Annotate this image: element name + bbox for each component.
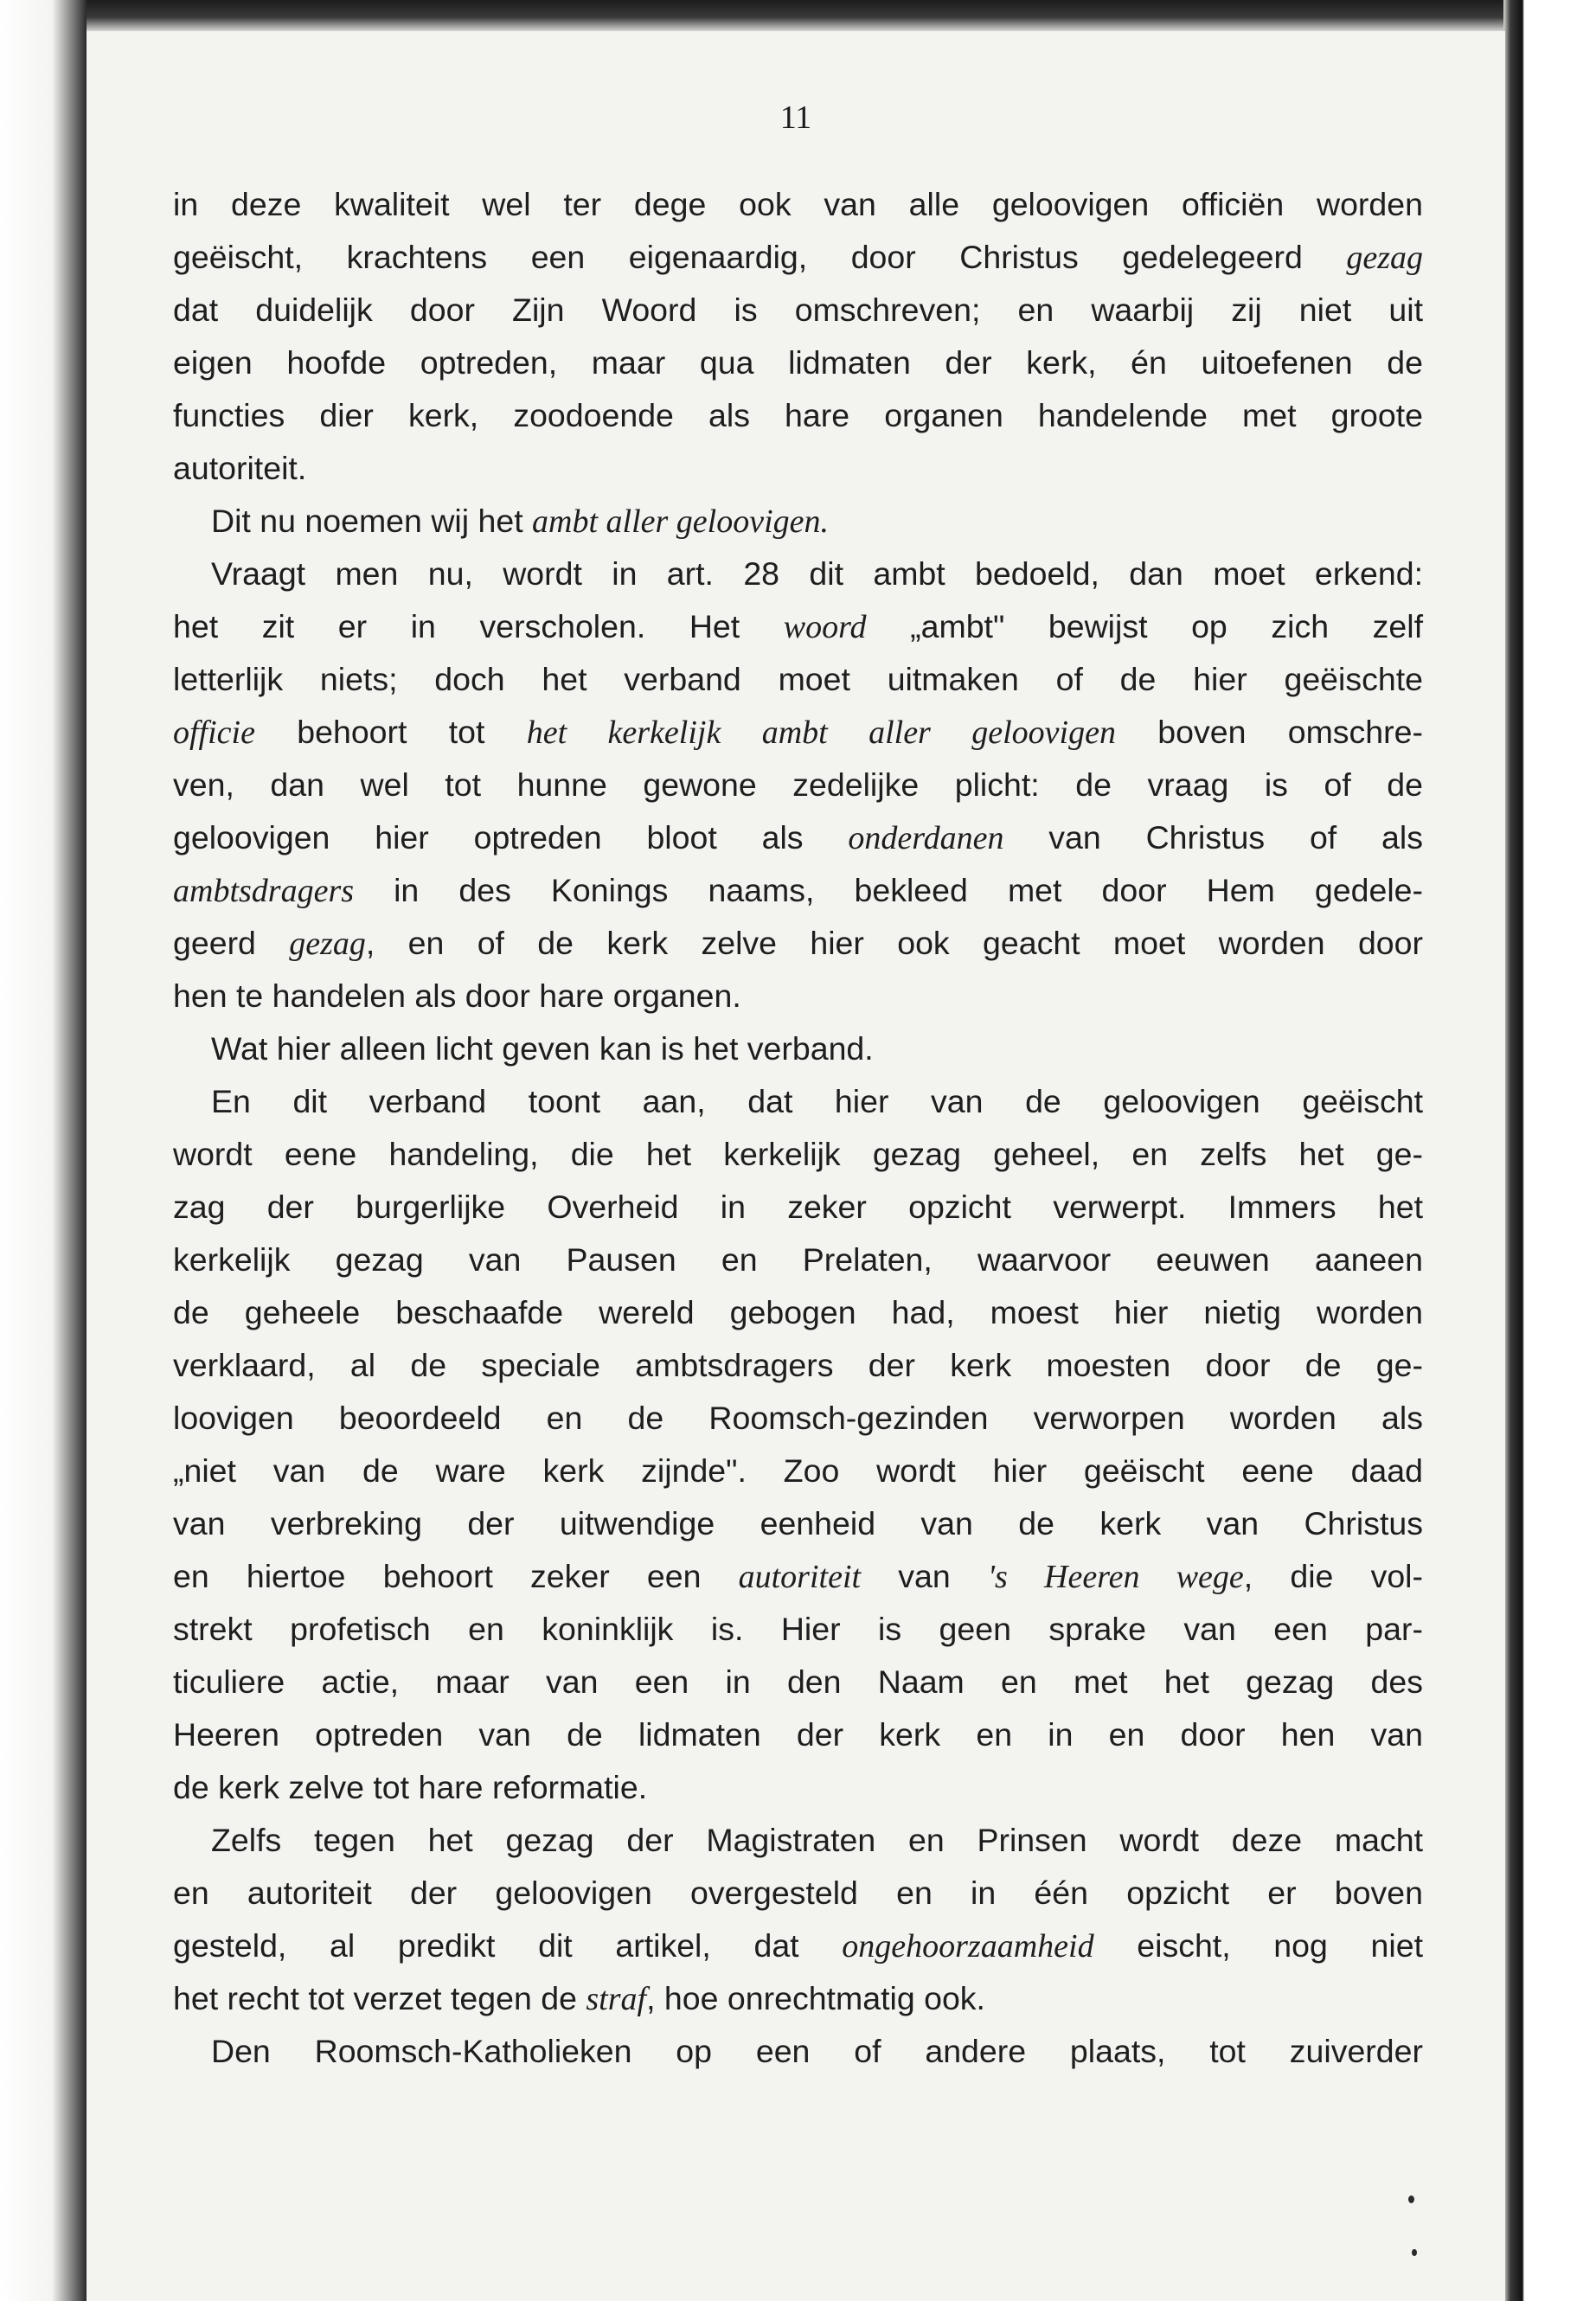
text-segment: het recht tot verzet tegen de — [173, 1980, 586, 2016]
italic-text: ambtsdragers — [173, 873, 355, 909]
text-line — [173, 1075, 1423, 1128]
page-number: 11 — [779, 99, 812, 136]
text-line — [173, 442, 1423, 495]
text-segment: Zelfs tegen het gezag der Magistraten en Prinsen wordt deze macht — [211, 1822, 1423, 1858]
italic-text: gezag — [1346, 240, 1423, 276]
scan-left-edge — [0, 0, 87, 2301]
text-segment: loovigen beoordeeld en de Roomsch-gezinden verworpen worden als — [173, 1400, 1423, 1436]
text-segment: hen te handelen als door hare organen. — [173, 977, 741, 1014]
text-line — [173, 389, 1423, 442]
text-segment: ticuliere actie, maar van een in den Naam en met het gezag des — [173, 1663, 1423, 1700]
text-line — [173, 1920, 1423, 1972]
text-segment: „ambt" bewijst op zich zelf — [866, 608, 1424, 644]
text-segment: , hoe onrechtmatig ook. — [646, 1980, 985, 2016]
scan-speck — [1412, 2249, 1417, 2256]
italic-text: ambt aller geloovigen. — [532, 503, 830, 540]
text-line — [173, 1972, 1423, 2025]
text-segment: en autoriteit der geloovigen overgesteld en in één opzicht er boven — [173, 1875, 1423, 1911]
scan-speck — [1408, 2195, 1414, 2203]
text-segment: zag der burgerlijke Overheid in zeker opzicht verwerpt. Immers het — [173, 1189, 1423, 1225]
text-segment: de geheele beschaafde wereld gebogen had, moest hier nietig worden — [173, 1294, 1423, 1330]
italic-text: gezag — [289, 926, 366, 962]
text-line — [173, 1234, 1423, 1286]
text-line — [173, 1497, 1423, 1550]
text-line — [173, 917, 1423, 970]
text-segment: Wat hier alleen licht geven kan is het verband. — [211, 1030, 874, 1067]
text-line — [173, 495, 1423, 548]
italic-text: autoriteit — [738, 1559, 862, 1595]
italic-text: woord — [783, 609, 867, 645]
text-segment: „niet van de ware kerk zijnde". Zoo wordt hier geëischt eene daad — [173, 1452, 1423, 1489]
text-line — [173, 1656, 1423, 1708]
text-line — [173, 1181, 1423, 1234]
text-segment: Heeren optreden van de lidmaten der kerk en in en door hen van — [173, 1716, 1423, 1753]
text-line — [173, 1445, 1423, 1497]
text-line — [173, 970, 1423, 1022]
text-segment: Den Roomsch-Katholieken op een of andere plaats, tot zuiverder — [211, 2033, 1423, 2069]
text-segment: En dit verband toont aan, dat hier van de geloovigen geëischt — [211, 1083, 1423, 1119]
text-line — [173, 864, 1423, 917]
italic-text: officie — [173, 715, 255, 751]
text-line — [173, 1867, 1423, 1920]
italic-text: straf — [586, 1981, 647, 2017]
text-line — [173, 706, 1423, 759]
text-line — [173, 1814, 1423, 1867]
text-line — [173, 178, 1423, 231]
text-line — [173, 1761, 1423, 1814]
text-segment: , en of de kerk zelve hier ook geacht moet worden door — [365, 925, 1423, 961]
text-segment: en hiertoe behoort zeker een — [173, 1558, 739, 1594]
text-segment: geëischt, krachtens een eigenaardig, door Christus gedelegeerd — [173, 239, 1347, 275]
text-line — [173, 284, 1423, 336]
scan-top-edge — [87, 0, 1505, 33]
text-line — [173, 1286, 1423, 1339]
text-segment: kerkelijk gezag van Pausen en Prelaten, waarvoor eeuwen aaneen — [173, 1241, 1423, 1278]
text-line — [173, 811, 1423, 864]
text-segment: functies dier kerk, zoodoende als hare organen handelende met groote — [173, 397, 1423, 433]
text-segment: in deze kwaliteit wel ter dege ook van alle geloovigen officiën worden — [173, 186, 1423, 222]
text-line — [173, 1339, 1423, 1392]
text-line — [173, 1022, 1423, 1075]
text-line — [173, 231, 1423, 284]
text-line — [173, 600, 1423, 653]
text-segment: van — [861, 1558, 988, 1594]
text-segment: boven omschre- — [1115, 714, 1423, 750]
text-line — [173, 1708, 1423, 1761]
text-segment: de kerk zelve tot hare reformatie. — [173, 1769, 648, 1805]
scan-right-edge — [1503, 0, 1596, 2301]
text-line — [173, 336, 1423, 389]
text-segment: wordt eene handeling, die het kerkelijk gezag geheel, en zelfs het ge- — [173, 1136, 1423, 1172]
text-segment: van verbreking der uitwendige eenheid van de kerk van Christus — [173, 1505, 1423, 1541]
text-segment: geloovigen hier optreden bloot als — [173, 819, 849, 856]
text-segment: , die vol- — [1243, 1558, 1423, 1594]
italic-text: ongehoorzaamheid — [842, 1928, 1094, 1965]
book-page — [87, 31, 1505, 2301]
text-segment: autoriteit. — [173, 450, 307, 486]
text-segment: in des Konings naams, bekleed met door Hem gedele- — [354, 872, 1423, 908]
text-line — [173, 653, 1423, 706]
text-line — [173, 1392, 1423, 1445]
text-line — [173, 548, 1423, 600]
text-segment: ven, dan wel tot hunne gewone zedelijke plicht: de vraag is of de — [173, 766, 1423, 803]
italic-text: 's Heeren wege — [987, 1559, 1244, 1595]
text-line — [173, 1550, 1423, 1603]
text-segment: van Christus of als — [1003, 819, 1423, 856]
text-segment: behoort tot — [254, 714, 527, 750]
body-text — [173, 178, 1423, 2078]
text-segment: strekt profetisch en koninklijk is. Hier is geen sprake van een par- — [173, 1611, 1423, 1647]
text-segment: gesteld, al predikt dit artikel, dat — [173, 1927, 843, 1964]
text-segment: Vraagt men nu, wordt in art. 28 dit ambt bedoeld, dan moet erkend: — [211, 555, 1423, 592]
text-line — [173, 759, 1423, 811]
text-segment: verklaard, al de speciale ambtsdragers der kerk moesten door de ge- — [173, 1347, 1423, 1383]
italic-text: het kerkelijk ambt aller geloovigen — [526, 715, 1116, 751]
text-segment: letterlijk niets; doch het verband moet uitmaken of de hier geëischte — [173, 661, 1423, 697]
text-segment: Dit nu noemen wij het — [211, 503, 533, 539]
italic-text: onderdanen — [848, 820, 1004, 856]
text-line — [173, 2025, 1423, 2078]
text-segment: dat duidelijk door Zijn Woord is omschreven; en waarbij zij niet uit — [173, 292, 1423, 328]
text-line — [173, 1603, 1423, 1656]
text-segment: eischt, nog niet — [1093, 1927, 1424, 1964]
text-segment: geerd — [173, 925, 290, 961]
text-line — [173, 1128, 1423, 1181]
text-segment: eigen hoofde optreden, maar qua lidmaten der kerk, én uitoefenen de — [173, 344, 1423, 381]
text-segment: het zit er in verscholen. Het — [173, 608, 784, 644]
